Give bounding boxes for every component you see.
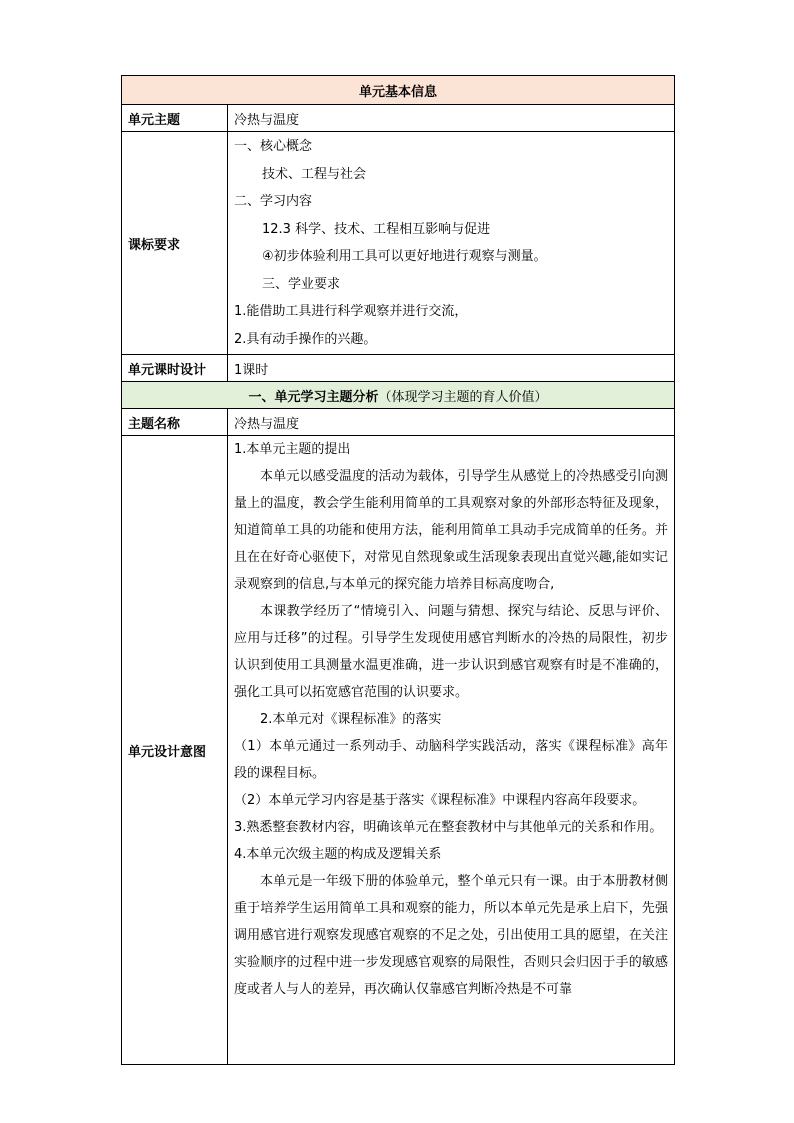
standards-line: 二、学习内容 [234,194,313,209]
intent-heading: 4.本单元次级主题的构成及逻辑关系 [234,847,442,862]
hours-label: 单元课时设计 [122,355,228,382]
standards-label: 课标要求 [122,132,228,355]
intent-paragraph: 本课教学经历了“情境引入、问题与猜想、探究与结论、反思与评价、应用与迁移”的过程。引导学生发现使用感官判断水的冷热的局限性，初步认识到使用工具测量水温更准确，进一步认识到感官观察有时是不准确的，强化工具可以拓宽感官范围的认识要求。 [234,604,669,700]
standards-line: 2.具有动手操作的兴趣。 [234,331,377,347]
section1-title: 一、单元学习主题分析 [248,389,379,405]
topic-value: 冷热与温度 [228,409,675,436]
intent-paragraph: （1）本单元通过一系列动手、动脑科学实践活动，落实《课程标准》高年段的课程目标。 [234,739,669,781]
theme-label: 单元主题 [122,105,228,132]
intent-paragraph: （2）本单元学习内容是基于落实《课程标准》中课程内容高年段要求。 [234,793,646,808]
standards-line: 三、学业要求 [262,276,341,292]
section1-header [122,382,675,409]
intent-paragraph: 本单元以感受温度的活动为载体，引导学生从感觉上的冷热感受引向测量上的温度，教会学生能利用简单的工具观察对象的外部形态特征及现象，知道简单工具的功能和使用方法，能利用简单工具动手完成简单的任务。并且在在好奇心驱使下，对常见自然现象或生活现象表现出直觉兴趣,能如实记录观察到的信息,与本单元的探究能力培养目标高度吻合, [234,469,669,592]
intent-paragraph: 本单元是一年级下册的体验单元，整个单元只有一课。由于本册教材侧重于培养学生运用简单工具和观察的能力，所以本单元先是承上启下，先强调用感官进行观察发现感官观察的不足之处，引出使用工具的愿望，在关注实验顺序的过程中进一步发现感官观察的局限性，否则只会归因于手的敏感度或者人与人的差异，再次确认仅靠感官判断冷热是不可靠 [234,874,669,997]
intent-content [234,436,668,1064]
topic-label: 主题名称 [122,409,228,436]
standards-cell [228,132,675,355]
table-title: 单元基本信息 [122,76,675,105]
standards-line: 12.3 科学、技术、工程相互影响与促进 [262,221,491,237]
unit-info-table [121,75,675,1065]
theme-value: 冷热与温度 [228,105,675,132]
intent-cell [228,436,675,1065]
standards-line: 1.能借助工具进行科学观察并进行交流， [234,304,468,319]
intent-heading: 2.本单元对《课程标准》的落实 [260,712,442,727]
intent-heading: 1.本单元主题的提出 [234,442,351,457]
standards-line: 一、核心概念 [234,139,313,154]
hours-value: 1课时 [228,355,675,382]
intent-label: 单元设计意图 [122,436,228,1065]
standards-line: ④初步体验利用工具可以更好地进行观察与测量。 [262,249,547,264]
intent-paragraph: 3.熟悉整套教材内容，明确该单元在整套教材中与其他单元的关系和作用。 [234,820,663,835]
standards-line: 技术、工程与社会 [262,166,367,182]
section1-subtitle: （体现学习主题的育人价值） [378,389,548,405]
